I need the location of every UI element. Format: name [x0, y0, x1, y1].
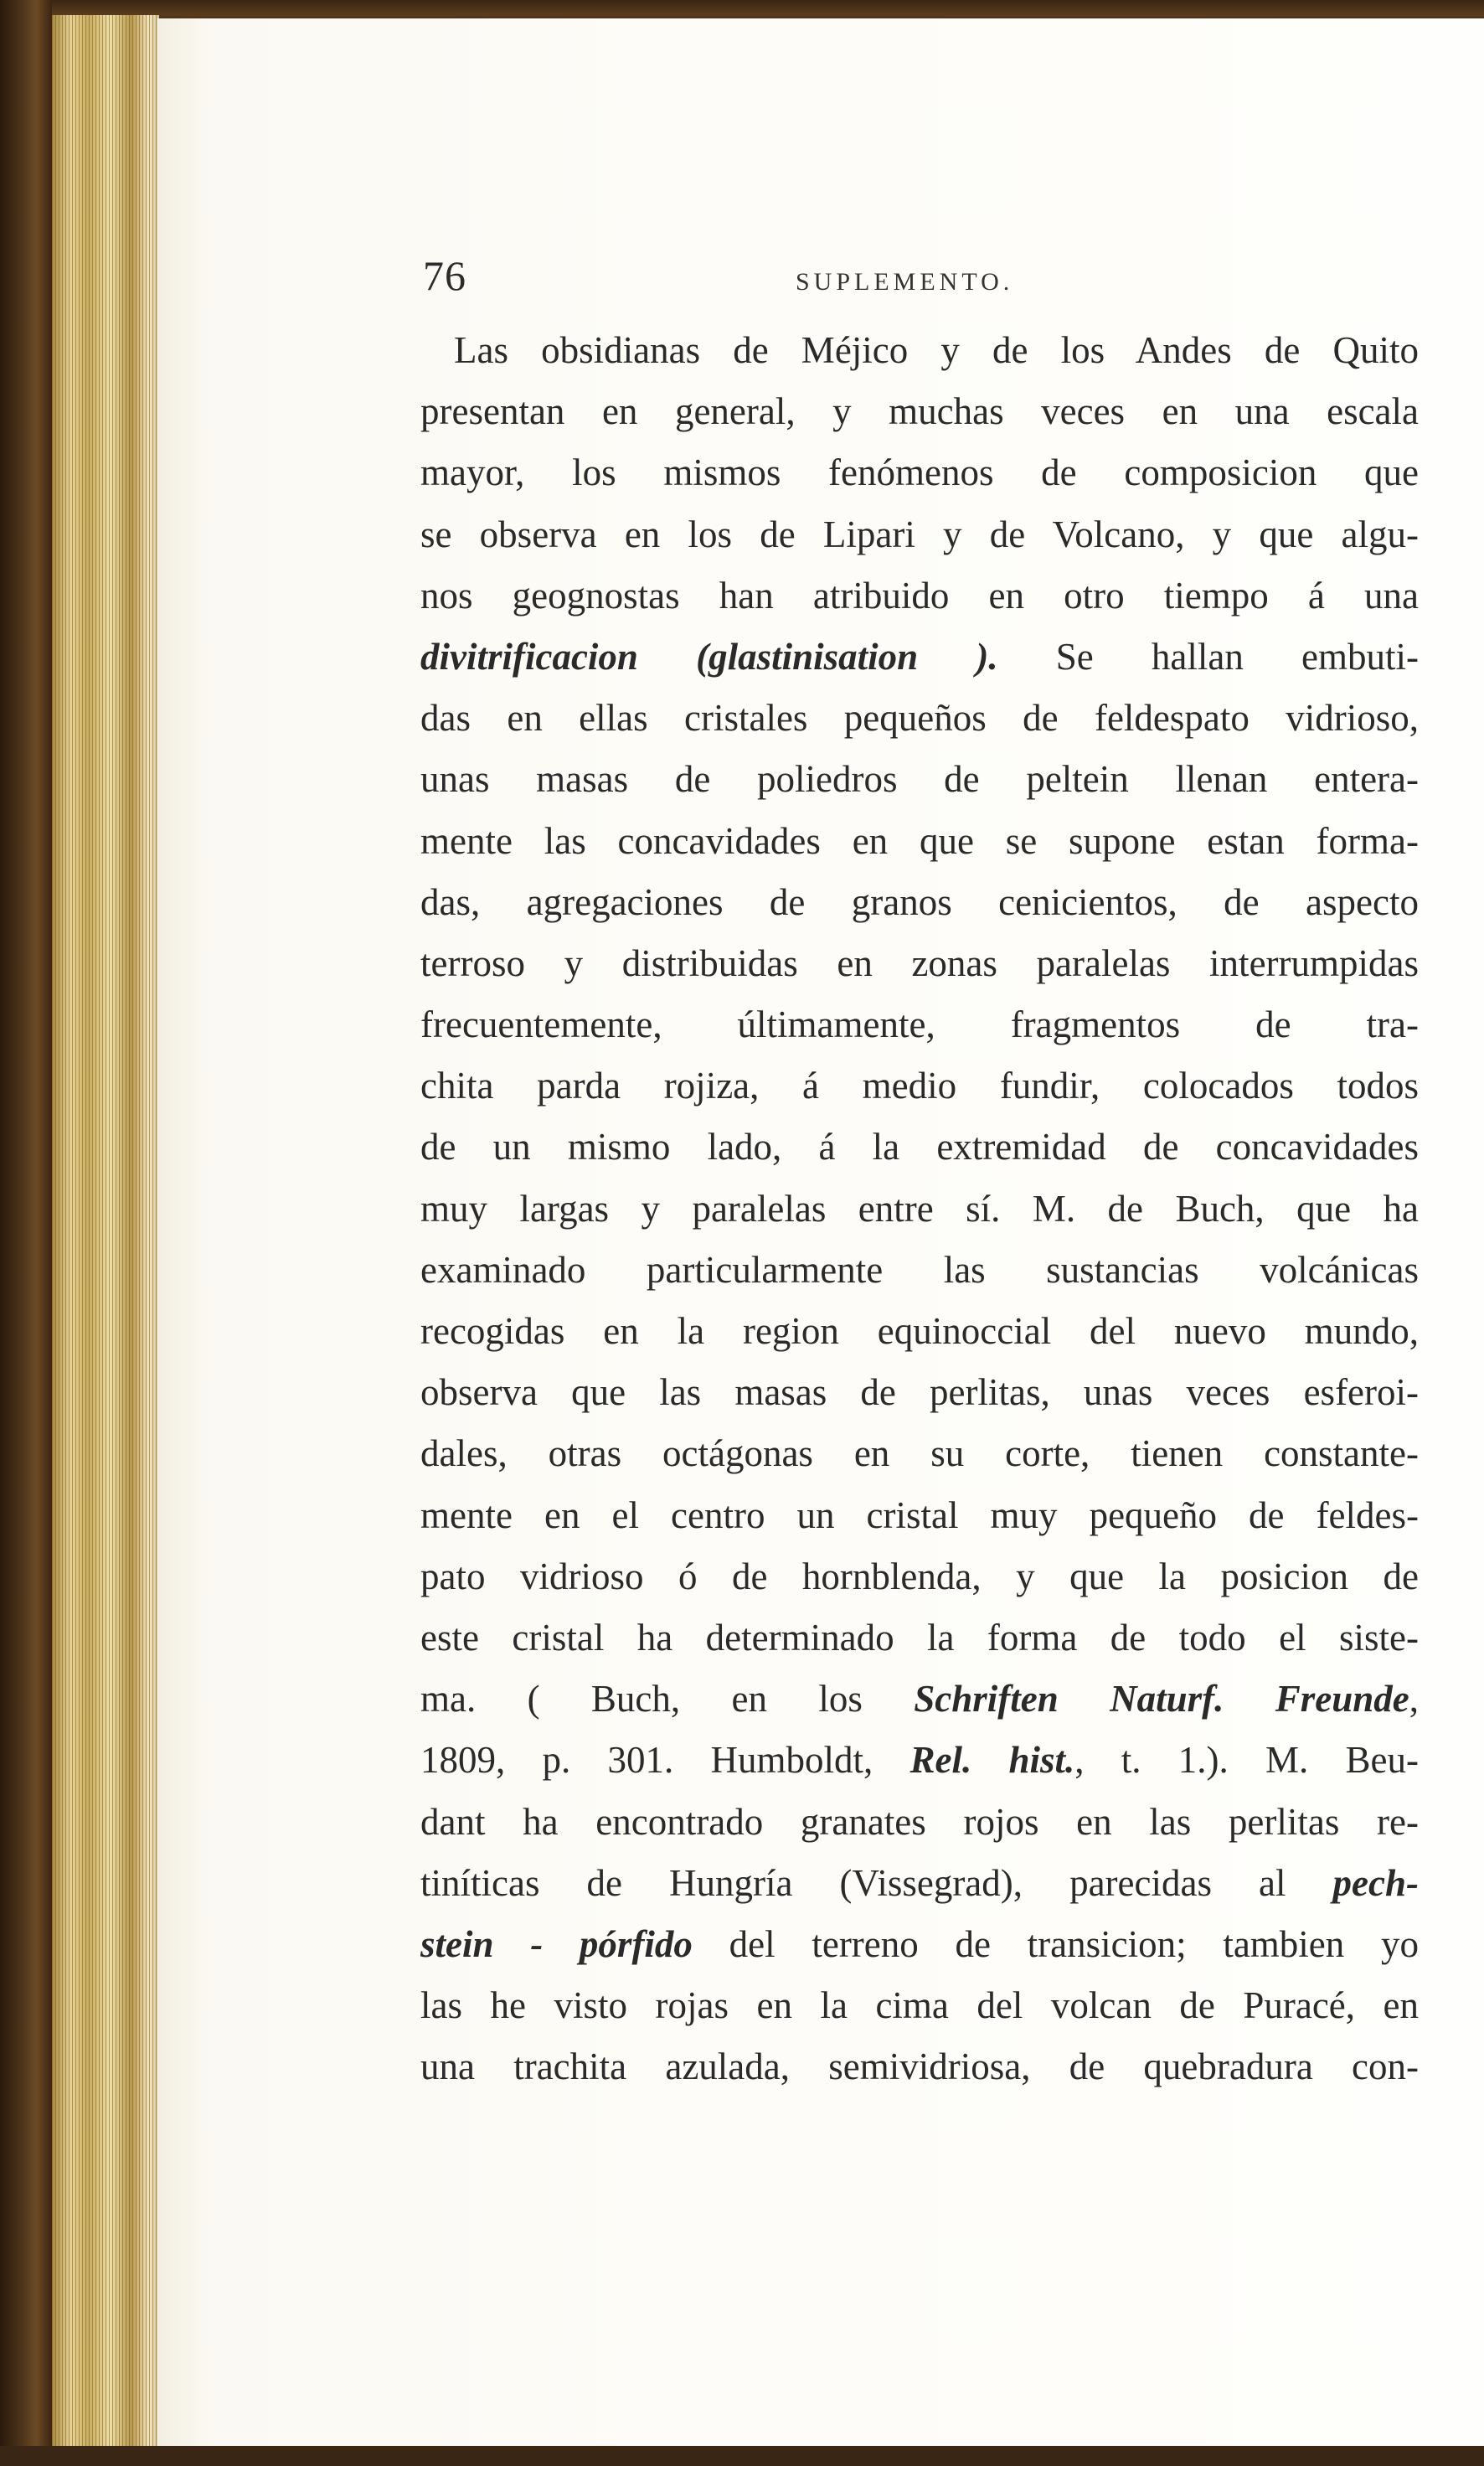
text-line — [420, 381, 1419, 442]
text-run: tiníticas de Hungría (Vissegrad), parecidas al — [420, 1861, 1333, 1904]
text-line — [420, 1730, 1419, 1791]
text-run: , — [1409, 1678, 1419, 1721]
italic-text-run: stein - pórfido — [420, 1922, 693, 1965]
text-run: 1809, p. 301. Humboldt, — [420, 1739, 910, 1782]
text-line — [420, 1423, 1419, 1484]
text-line — [420, 1362, 1419, 1423]
text-line — [420, 1914, 1419, 1975]
text-run: terroso y distribuidas en zonas paralelas interrumpidas — [420, 942, 1419, 984]
italic-text-run: Rel. hist. — [909, 1739, 1075, 1782]
text-line — [420, 565, 1419, 627]
text-line — [420, 1179, 1419, 1240]
text-line — [420, 1485, 1419, 1546]
text-run: examinado particularmente las sustancias volcánicas — [420, 1248, 1419, 1291]
text-line — [420, 504, 1419, 565]
text-run: dant ha encontrado granates rojos en las perlitas re- — [420, 1800, 1419, 1843]
italic-text-run: Schriften Naturf. Freunde — [914, 1678, 1409, 1721]
text-line — [420, 1792, 1419, 1853]
text-line — [420, 811, 1419, 872]
text-line — [420, 1669, 1419, 1730]
text-run: unas masas de poliedros de peltein llenan entera- — [420, 758, 1419, 801]
text-run: das, agregaciones de granos cenicientos, de aspecto — [420, 880, 1419, 923]
gilt-page-edges — [52, 15, 159, 2453]
text-line — [420, 1546, 1419, 1607]
running-head: SUPLEMENTO. — [796, 268, 1014, 296]
text-run: este cristal ha determinado la forma de todo el siste- — [420, 1616, 1419, 1659]
text-line — [420, 1607, 1419, 1669]
text-run: , t. 1.). M. Beu- — [1074, 1739, 1419, 1782]
book-spine-edge — [0, 0, 52, 2466]
text-run: nos geognostas han atribuido en otro tiempo á una — [420, 574, 1419, 616]
text-run: las he visto rojas en la cima del volcan de Puracé, en — [420, 1984, 1419, 2027]
book-cover-bottom — [0, 2446, 1484, 2466]
text-run: Se hallan embuti- — [997, 635, 1419, 678]
text-line — [420, 1240, 1419, 1301]
italic-text-run: pech- — [1332, 1861, 1419, 1904]
text-run: das en ellas cristales pequeños de feldespato vidrioso, — [420, 697, 1419, 740]
text-line — [420, 1301, 1419, 1362]
text-line — [420, 1853, 1419, 1914]
text-run: frecuentemente, últimamente, fragmentos de tra- — [420, 1003, 1419, 1046]
italic-text-run: divitrificacion (glastinisation ). — [420, 635, 998, 678]
text-line — [420, 872, 1419, 933]
text-run: chita parda rojiza, á medio fundir, colocados todos — [420, 1065, 1419, 1107]
text-run: mente en el centro un cristal muy pequeño de feldes- — [420, 1494, 1419, 1536]
text-run: pato vidrioso ó de hornblenda, y que la posicion de — [420, 1555, 1419, 1597]
text-line — [420, 933, 1419, 994]
text-line — [420, 627, 1419, 688]
text-line — [420, 1055, 1419, 1117]
text-run: de un mismo lado, á la extremidad de concavidades — [420, 1126, 1419, 1169]
text-run: mayor, los mismos fenómenos de composicion que — [420, 451, 1419, 494]
text-run: Las obsidianas de Méjico y de los Andes de Quito — [454, 329, 1419, 371]
text-line — [420, 994, 1419, 1055]
text-run: mente las concavidades en que se supone estan forma- — [420, 819, 1419, 862]
text-run: una trachita azulada, semividriosa, de quebradura con- — [420, 2046, 1419, 2088]
text-run: se observa en los de Lipari y de Volcano, y que algu- — [420, 513, 1419, 555]
text-run: presentan en general, y muchas veces en una escala — [420, 390, 1419, 433]
text-line — [420, 749, 1419, 810]
text-line — [420, 320, 1419, 381]
text-run: observa que las masas de perlitas, unas veces esferoi- — [420, 1371, 1419, 1414]
text-line — [420, 2036, 1419, 2097]
text-line — [420, 688, 1419, 749]
body-text — [420, 320, 1419, 2097]
text-line — [420, 1117, 1419, 1178]
text-line — [420, 1975, 1419, 2036]
text-run: del terreno de transicion; tambien yo — [692, 1922, 1419, 1965]
page-number: 76 — [423, 252, 466, 299]
text-run: ma. ( Buch, en los — [420, 1678, 915, 1721]
text-run: dales, otras octágonas en su corte, tienen constante- — [420, 1432, 1419, 1475]
page-header — [423, 251, 1428, 310]
text-run: recogidas en la region equinoccial del nuevo mundo, — [420, 1310, 1419, 1352]
text-line — [420, 442, 1419, 503]
text-run: muy largas y paralelas entre sí. M. de Buch, que ha — [420, 1187, 1419, 1230]
